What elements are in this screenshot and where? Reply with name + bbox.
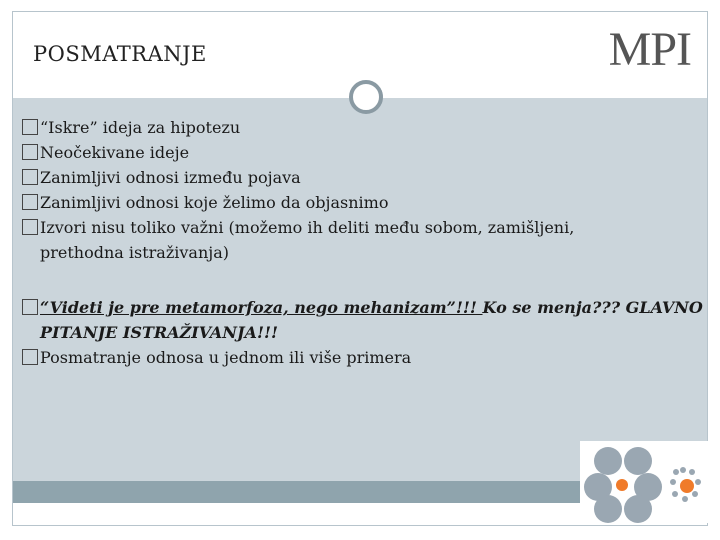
bullet-icon <box>22 219 38 235</box>
small-gray-dot-icon <box>673 469 679 475</box>
orange-dot-icon <box>616 479 628 491</box>
bullet-item: Zanimljivi odnosi koje želimo da objasnimo <box>22 193 682 218</box>
bullet-item: Zanimljivi odnosi između pojava <box>22 168 682 193</box>
small-gray-dot-icon <box>682 496 688 502</box>
bullet-item: “Iskre” ideja za hipotezu <box>22 118 682 143</box>
bullet-item: Posmatranje odnosa u jednom ili više primera <box>22 348 682 373</box>
emphasis-continuation: PITANJE ISTRAŽIVANJA!!! <box>40 323 279 342</box>
gray-circle-icon <box>624 495 652 523</box>
decorative-dots <box>580 441 716 523</box>
bullet-icon <box>22 119 38 135</box>
bullet-item: Izvori nisu toliko važni (možemo ih deliti među sobom, zamišljeni, <box>22 218 682 243</box>
small-gray-dot-icon <box>695 479 701 485</box>
bullet-list <box>22 118 703 373</box>
small-gray-dot-icon <box>689 469 695 475</box>
bullet-icon <box>22 349 38 365</box>
slide-title: POSMATRANJE <box>33 42 207 66</box>
bullet-icon <box>22 144 38 160</box>
gray-circle-icon <box>594 495 622 523</box>
gray-circle-icon <box>594 447 622 475</box>
bullet-icon <box>22 169 38 185</box>
small-gray-dot-icon <box>670 479 676 485</box>
gray-circle-icon <box>624 447 652 475</box>
small-gray-dot-icon <box>680 467 686 473</box>
bullet-icon <box>22 194 38 210</box>
bullet-continuation: prethodna istraživanja) <box>40 243 230 262</box>
small-gray-dot-icon <box>672 491 678 497</box>
bullet-icon <box>22 299 38 315</box>
emphasis-quote: “Videti je pre metamorfoza, nego mehanizam”!!! <box>40 298 483 317</box>
mpi-logo: MPI <box>608 23 691 76</box>
emphasis-item <box>22 298 703 323</box>
emphasis-question: Ko se menja??? GLAVNO <box>482 298 703 317</box>
small-gray-dot-icon <box>692 491 698 497</box>
divider-circle-icon <box>349 80 383 114</box>
bullet-item: Neočekivane ideje <box>22 143 682 168</box>
